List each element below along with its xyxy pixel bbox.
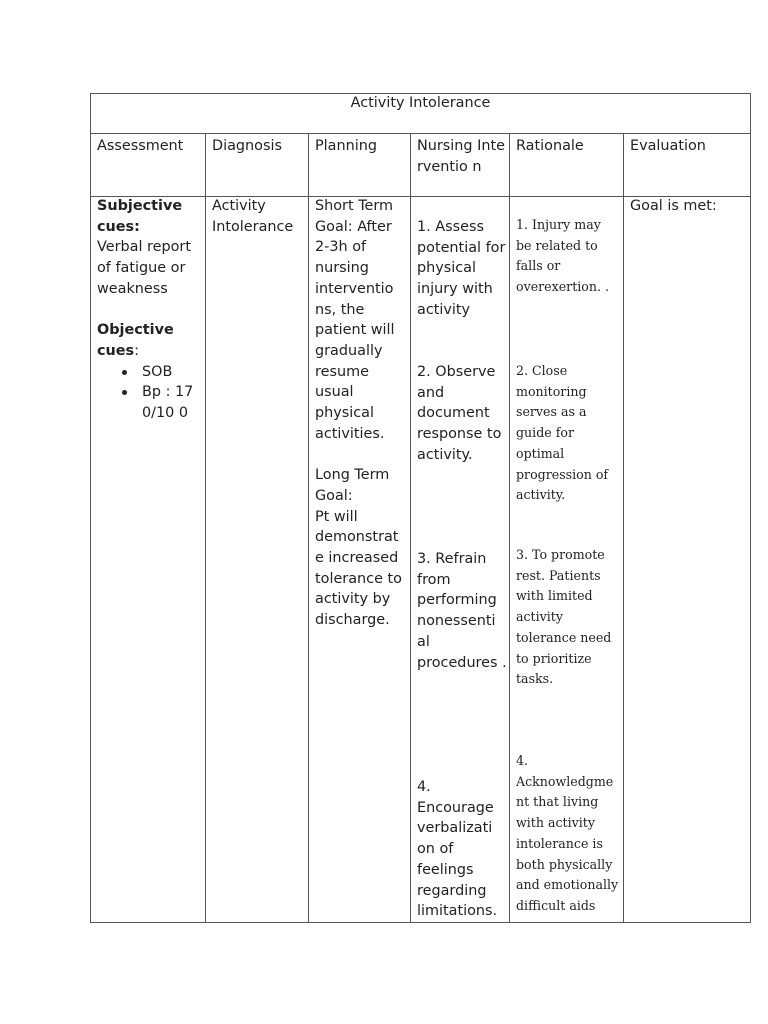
table-border-bottom: [90, 922, 751, 923]
intervention-4: 4. Encourage verbalizati on of feelings regarding limitations.: [417, 779, 498, 920]
table-border-right: [750, 93, 751, 923]
column-divider: [410, 133, 411, 923]
title-row-divider: [90, 133, 751, 134]
subjective-cues-text: Verbal report of fatigue or weakness: [97, 239, 191, 297]
header-evaluation: Evaluation: [630, 138, 706, 154]
subjective-cues-heading: Subjective cues:: [97, 198, 183, 235]
list-item: Bp : 170/10 0: [97, 382, 203, 423]
rationale-2: 2. Close monitoring serves as a guide for optimal progression of activity.: [516, 363, 609, 503]
objective-cues-heading: Objective cues: [97, 322, 174, 359]
column-divider: [205, 133, 206, 923]
header-nursing-intervention: Nursing Interventio n: [417, 138, 505, 175]
intervention-2: 2. Observe and document response to activity.: [417, 364, 502, 463]
header-rationale: Rationale: [516, 138, 584, 154]
column-divider: [623, 133, 624, 923]
long-term-goal: Pt will demonstrat e increased tolerance to activity by discharge.: [315, 508, 402, 629]
objective-cues-list: [97, 362, 203, 424]
table-border-left: [90, 93, 91, 923]
header-diagnosis: Diagnosis: [212, 138, 282, 154]
header-assessment: Assessment: [97, 138, 184, 154]
column-divider: [308, 133, 309, 923]
assessment-cell: [97, 196, 203, 424]
intervention-1: 1. Assess potential for physical injury with activity: [417, 219, 506, 318]
intervention-3: 3. Refrain from performing nonessenti al procedures .: [417, 551, 507, 671]
header-planning: Planning: [315, 138, 377, 154]
list-item: SOB: [97, 362, 203, 383]
nursing-care-plan-table: [90, 93, 751, 923]
evaluation-cell: Goal is met:: [630, 198, 717, 214]
planning-cell: [315, 196, 407, 631]
rationale-3: 3. To promote rest. Patients with limited activity tolerance need to prioritize tasks.: [516, 547, 612, 687]
rationale-1: 1. Injury may be related to falls or overexertion. .: [516, 217, 609, 295]
column-divider: [509, 133, 510, 923]
short-term-goal: Short Term Goal: After 2-3h of nursing interventio ns, the patient will gradually resume usual physical activities.: [315, 198, 395, 442]
long-term-goal-heading: Long Term Goal:: [315, 467, 390, 504]
objective-cues-colon: :: [134, 342, 139, 359]
rationale-4: 4. Acknowledgme nt that living with activity intolerance is both physically and emotionally difficult aids: [516, 753, 619, 913]
table-title: Activity Intolerance: [350, 95, 491, 111]
diagnosis-cell: Activity Intolerance: [212, 198, 294, 235]
